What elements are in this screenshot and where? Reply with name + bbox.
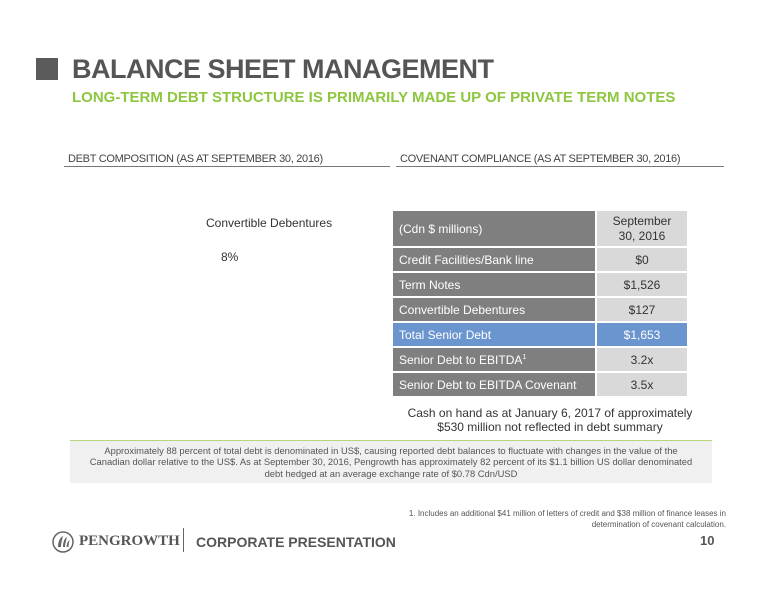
page-number: 10 <box>700 533 715 548</box>
row-value: $1,653 <box>597 323 687 348</box>
covenant-table <box>393 211 687 398</box>
convertible-debentures-label: Convertible Debentures <box>206 216 333 230</box>
table-row <box>393 273 687 298</box>
summary-box <box>70 441 712 483</box>
summary-text: Approximately 88 percent of total debt is denominated in US$, causing reported debt balances to fluctuate with changes in the value of the Canadian dollar relative to the US$. As at September 30, 2016, Pengrowth has approximately 82 percent of its $1.1 billion US dollar denominated debt hedged at an average exchange rate of $0.78 Cdn/USD <box>89 445 693 479</box>
covenant-compliance-rule <box>396 166 724 167</box>
pengrowth-logo-text: PENGROWTH <box>79 533 180 549</box>
cash-on-hand-note: Cash on hand as at January 6, 2017 of approximately $530 million not reflected in debt summary <box>407 406 693 434</box>
row-label: Total Senior Debt <box>393 323 597 348</box>
row-value: 3.2x <box>597 348 687 373</box>
row-value: $0 <box>597 248 687 273</box>
table-row <box>393 348 687 373</box>
table-row <box>393 373 687 398</box>
pengrowth-logo-icon <box>52 531 74 553</box>
debt-composition-heading: DEBT COMPOSITION (AS AT SEPTEMBER 30, 2016) <box>68 153 323 165</box>
row-label: Credit Facilities/Bank line <box>393 248 597 273</box>
table-row-total <box>393 323 687 348</box>
row-label: Senior Debt to EBITDA Covenant <box>393 373 597 398</box>
row-value: $127 <box>597 298 687 323</box>
footnote-marker: 1 <box>522 353 527 361</box>
table-row <box>393 298 687 323</box>
page-title: BALANCE SHEET MANAGEMENT <box>72 54 494 84</box>
footnote: 1. Includes an additional $41 million of letters of credit and $38 million of finance leases in determination of covenant calculation. <box>408 509 726 529</box>
covenant-compliance-heading: COVENANT COMPLIANCE (AS AT SEPTEMBER 30, 2016) <box>400 153 681 165</box>
footer-presentation-label: CORPORATE PRESENTATION <box>196 534 396 550</box>
table-row <box>393 248 687 273</box>
row-value: 3.5x <box>597 373 687 398</box>
row-label: Convertible Debentures <box>393 298 597 323</box>
page-subtitle: LONG-TERM DEBT STRUCTURE IS PRIMARILY MADE UP OF PRIVATE TERM NOTES <box>72 89 676 106</box>
convertible-debentures-percent: 8% <box>221 250 239 264</box>
row-label-with-footnote <box>393 348 597 373</box>
table-header-label: (Cdn $ millions) <box>393 211 597 248</box>
footer-divider <box>183 528 184 552</box>
table-header-value: September 30, 2016 <box>597 211 687 248</box>
title-square-icon <box>36 58 58 80</box>
row-value: $1,526 <box>597 273 687 298</box>
debt-composition-rule <box>64 166 390 167</box>
row-label: Term Notes <box>393 273 597 298</box>
table-header-row <box>393 211 687 248</box>
row-label: Senior Debt to EBITDA <box>399 352 523 367</box>
